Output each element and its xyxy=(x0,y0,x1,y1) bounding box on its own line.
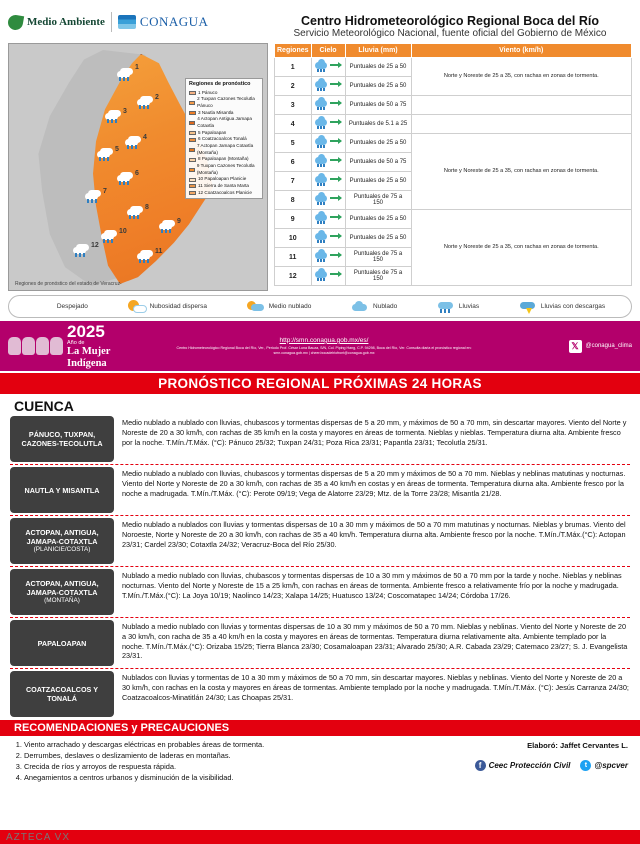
twitter-icon: t xyxy=(580,760,591,771)
table-row xyxy=(275,58,632,77)
cell-sky xyxy=(311,191,345,210)
cell-rain: Puntuales de 25 a 50 xyxy=(345,172,411,191)
conagua-logo xyxy=(118,14,209,30)
row-divider xyxy=(10,617,630,618)
basin-name-text: ACTOPAN, ANTIGUA, JAMAPA-COTAXTLA xyxy=(25,528,99,546)
map-region-number: 2 xyxy=(155,94,159,101)
campaign-title-2: Indígena xyxy=(67,357,107,369)
storm-wind-icon xyxy=(315,174,341,186)
legend-item xyxy=(189,130,259,137)
legend-label: 10 Papaloapan Planicie xyxy=(198,176,247,182)
basin-name-sub: (MONTAÑA) xyxy=(44,597,80,604)
legend-label: Lluvias con descargas xyxy=(540,303,606,310)
author-line xyxy=(438,741,628,750)
basin-name-text: ACTOPAN, ANTIGUA, JAMAPA-COTAXTLA xyxy=(25,579,99,597)
basin-text: Nublado a medio nublado con lluvias, chubascos y tormentas dispersas de 10 a 30 mm y máximos de 50 a 70 mm por la tarde y noche. Nieblas y neblinas nocturnas. Viento del Norte y Noreste de 15 a 25 km/h, con rachas en áreas de tormenta. Ambiente fresco a relativamente frío por la noche y madrugada. T.Mín./T.Máx.(°C): La Joya 10/19; Naolinco 14/23; Xalapa 14/25; Huatusco 13/24; Coscomatapec 14/24; Córdoba 17/26. xyxy=(122,571,622,600)
cell-sky xyxy=(311,210,345,229)
legend-swatch xyxy=(189,121,195,125)
legend-label: Lluvias xyxy=(458,303,480,310)
basin-name xyxy=(10,620,114,666)
map-weather-icon xyxy=(101,230,117,242)
cell-region: 12 xyxy=(275,267,312,286)
legend-label: Medio nublado xyxy=(268,303,312,310)
table-header-row xyxy=(275,44,632,58)
cell-sky xyxy=(311,267,345,286)
map-region-number: 10 xyxy=(119,228,127,235)
storm-wind-icon xyxy=(315,212,341,224)
basin-name-text: NAUTLA Y MISANTLA xyxy=(24,485,100,495)
top-area xyxy=(0,41,640,291)
legend-nubosidad-dispersa xyxy=(128,300,207,313)
cell-sky xyxy=(311,153,345,172)
legend-item xyxy=(189,143,259,156)
legend-label: 2 Tuxpan Cazones Tecolutla Pánuco xyxy=(197,96,255,109)
storm-wind-icon xyxy=(315,193,341,205)
icon-legend-strip xyxy=(8,295,632,318)
cell-rain: Puntuales de 75 a 150 xyxy=(345,248,411,267)
campaign-social xyxy=(512,321,632,371)
basin-name-text: PAPALOAPAN xyxy=(37,638,87,648)
storm-wind-icon xyxy=(315,117,341,129)
cell-region: 4 xyxy=(275,115,312,134)
legend-item xyxy=(189,90,259,97)
cell-sky xyxy=(311,115,345,134)
sun-cloud-icon xyxy=(128,300,146,313)
forecast-table xyxy=(274,43,632,286)
map-weather-icon xyxy=(159,220,175,232)
legend-swatch xyxy=(189,191,196,195)
social-links xyxy=(438,760,628,771)
legend-item xyxy=(189,136,259,143)
basin-row xyxy=(10,620,630,666)
basin-row xyxy=(10,518,630,564)
col-cielo: Cielo xyxy=(311,44,345,58)
header-title-block xyxy=(258,6,632,39)
facebook-label: Ceec Protección Civil xyxy=(488,761,571,770)
basin-name-sub: (PLANICIE/COSTA) xyxy=(33,546,91,553)
basin-text: Nublado a medio nublado con lluvias y tormentas dispersas de 10 a 30 mm y máximos de 50 a 70 mm. Nieblas y neblinas. Viento del Norte y Noreste de 20 a 30 km/h, con racha de 35 a 40 km/h en la costa y mayores en áreas de tormentas. Temperatura diurna relativamente alta. Ambiente templado por la noche. T.Mín./T.Máx.(°C): Orizaba 15/25; Tierra Blanca 23/30; Cosamaloapan 23/31; Alvarado 25/30; A.R. Cabada 23/29; Catemaco 23/27; S. J. Evangelista 23/31. xyxy=(122,622,628,661)
map-region-number: 9 xyxy=(177,218,181,225)
map-weather-icon xyxy=(137,250,153,262)
conagua-mark-icon xyxy=(118,15,136,29)
legend-item xyxy=(189,190,259,197)
author-block xyxy=(438,739,628,783)
map-region-number: 5 xyxy=(115,146,119,153)
legend-label: Despejado xyxy=(56,303,88,310)
col-viento: Viento (km/h) xyxy=(411,44,631,58)
recommendations-list xyxy=(14,739,438,783)
legend-label: 5 Papaloapan xyxy=(198,129,227,135)
campaign-left xyxy=(8,321,136,371)
recommendation-item: 4. Anegamientos a centros urbanos y disminución de la visibilidad. xyxy=(24,772,438,783)
legend-label: 6 Coatzacoalcos Tonalá xyxy=(198,136,247,142)
basin-name xyxy=(10,518,114,564)
footer-bar xyxy=(0,830,640,844)
row-divider xyxy=(10,515,630,516)
cell-rain: Puntuales de 5.1 a 25 xyxy=(345,115,411,134)
indigenous-women-illustration xyxy=(8,337,63,355)
forecast-map xyxy=(8,43,268,291)
basin-name xyxy=(10,416,114,462)
recommendation-item: 3. Crecida de ríos y arroyos de respuesta rápida. xyxy=(24,761,438,772)
campaign-title-1: La Mujer xyxy=(67,346,111,358)
cell-rain: Puntuales de 25 a 50 xyxy=(345,77,411,96)
legend-medio-nublado xyxy=(247,300,312,313)
map-region-number: 3 xyxy=(123,108,127,115)
basin-text: Nublados con lluvias y tormentas de 10 a 30 mm y máximos de 50 a 70 mm, sin descartar mayores. Nieblas y neblinas. Viento del Norte y Noreste de 20 a 30 km/h, con rachas en la costa y mayores en áreas de tormentas. Ambiente templado por la noche y madrugada. T.Mín./T.Máx. (°C): Jesús Carranza 24/30; Coatzacoalcos-Minatitlán 24/30; Las Choapas 25/31. xyxy=(122,673,629,702)
campaign-sub: Año de xyxy=(67,340,85,347)
map-weather-icon xyxy=(127,206,143,218)
legend-label: 11 Sierra de Santa Marta xyxy=(198,183,249,189)
cell-region: 7 xyxy=(275,172,312,191)
legend-label: Nublado xyxy=(373,303,398,310)
cell-rain: Puntuales de 25 a 50 xyxy=(345,58,411,77)
forecast-table-wrap xyxy=(274,43,632,291)
row-divider xyxy=(10,668,630,669)
storm-wind-icon xyxy=(315,155,341,167)
cell-sky xyxy=(311,96,345,115)
table-row xyxy=(275,210,632,229)
legend-item xyxy=(189,110,259,117)
map-weather-icon xyxy=(125,136,141,148)
cell-region: 11 xyxy=(275,248,312,267)
legend-swatch xyxy=(189,91,196,95)
cell-rain: Puntuales de 25 a 50 xyxy=(345,210,411,229)
cell-rain: Puntuales de 25 a 50 xyxy=(345,229,411,248)
campaign-year: 2025 xyxy=(67,322,105,342)
twitter-label: @spcver xyxy=(594,761,628,770)
author-name: Jaffet Cervantes L. xyxy=(560,741,628,750)
cell-region: 9 xyxy=(275,210,312,229)
legend-item xyxy=(189,116,259,129)
medio-nublado-icon xyxy=(247,300,265,313)
recommendation-item: 2. Derrumbes, deslaves o deslizamiento de laderas en montañas. xyxy=(24,750,438,761)
cell-sky xyxy=(311,58,345,77)
col-lluvia: Lluvia (mm) xyxy=(345,44,411,58)
cell-wind xyxy=(411,96,631,115)
legend-swatch xyxy=(189,131,196,135)
map-region-number: 1 xyxy=(135,64,139,71)
logo-block xyxy=(8,6,258,32)
legend-nublado xyxy=(351,300,397,313)
map-legend xyxy=(185,78,263,199)
legend-swatch xyxy=(189,111,196,115)
legend-item xyxy=(189,96,259,109)
legend-label: 7 Actopan Jamapa Cotaxtla (Montaña) xyxy=(196,143,254,155)
legend-swatch xyxy=(189,148,195,152)
map-weather-icon xyxy=(105,110,121,122)
cell-rain: Puntuales de 50 a 75 xyxy=(345,96,411,115)
basin-rows xyxy=(0,416,640,717)
legend-lluvias-descargas xyxy=(519,300,605,313)
legend-swatch xyxy=(189,158,196,162)
map-weather-icon xyxy=(117,172,133,184)
semarnat-logo xyxy=(8,15,105,30)
page-title: Centro Hidrometeorológico Regional Boca del Río xyxy=(301,14,599,28)
legend-item xyxy=(189,176,259,183)
legend-label: 12 Coatzacoalcos Planicie xyxy=(198,189,252,195)
map-region-number: 8 xyxy=(145,204,149,211)
cloud-icon xyxy=(351,300,369,313)
col-regiones: Regiones xyxy=(275,44,312,58)
legend-label: 9 Tuxpan Cazones Tecolutla (Montaña) xyxy=(196,163,255,175)
cell-sky xyxy=(311,172,345,191)
map-region-number: 11 xyxy=(155,248,163,255)
recommendation-item: 1. Viento arrachado y descargas eléctricas en probables áreas de tormenta. xyxy=(24,739,438,750)
facebook-link[interactable] xyxy=(475,760,571,771)
basin-name xyxy=(10,671,114,717)
map-region-number: 6 xyxy=(135,170,139,177)
smn-url-link[interactable]: http://smn.conagua.gob.mx/es/ xyxy=(279,336,369,344)
storm-wind-icon xyxy=(315,60,341,72)
cell-region: 5 xyxy=(275,134,312,153)
storm-wind-icon xyxy=(315,98,341,110)
cell-wind: Norte y Noreste de 25 a 35, con rachas en zonas de tormenta. xyxy=(411,58,631,96)
map-region-number: 12 xyxy=(91,242,99,249)
campaign-text xyxy=(67,323,110,368)
cell-wind: Norte y Noreste de 25 a 35, con rachas en zonas de tormenta. xyxy=(411,134,631,210)
semarnat-label: Medio Ambiente xyxy=(27,16,105,28)
cell-rain: Puntuales de 25 a 50 xyxy=(345,134,411,153)
legend-despejado xyxy=(35,300,88,313)
cell-rain: Puntuales de 75 a 150 xyxy=(345,191,411,210)
page-subtitle: Servicio Meteorológico Nacional, fuente oficial del Gobierno de México xyxy=(293,28,607,39)
basin-name-text: COATZACOALCOS Y TONALÁ xyxy=(25,685,98,703)
basin-name xyxy=(10,569,114,615)
campaign-middle xyxy=(136,321,512,371)
legend-swatch xyxy=(189,168,195,172)
map-region-number: 4 xyxy=(143,134,147,141)
basin-row xyxy=(10,467,630,513)
twitter-link[interactable] xyxy=(580,760,628,771)
cell-region: 8 xyxy=(275,191,312,210)
cell-region: 3 xyxy=(275,96,312,115)
cell-region: 6 xyxy=(275,153,312,172)
cell-region: 1 xyxy=(275,58,312,77)
x-handle: @conagua_clima xyxy=(585,343,632,349)
storm-icon xyxy=(519,300,537,313)
cuenca-heading: CUENCA xyxy=(14,398,74,414)
purple-campaign-band xyxy=(0,321,640,371)
watermark: AZTECA VX xyxy=(6,832,71,843)
author-label: Elaboró: xyxy=(527,741,558,750)
basin-text: Medio nublado a nublado con lluvias, chubascos y tormentas dispersas de 5 a 20 mm y máximos de 50 a 70 mm. Nieblas y neblinas matutinas y nocturnas. Viento del Norte y Noreste de 20 a 30 km/h, con rachas de 35 a 40 km/h en costas y en áreas de tormenta. Temperatura diurna alta. Ambiente fresco por la noche a madrugada. T.Mín./T.Máx. (°C): Perote 09/19; Vega de Alatorre 23/29; Mtz. de la Torre 23/28; Misantla 21/28. xyxy=(122,469,626,498)
map-weather-icon xyxy=(97,148,113,160)
legend-swatch xyxy=(189,178,196,182)
legend-label: 8 Papaloapan (Montaña) xyxy=(198,156,249,162)
legend-item xyxy=(189,163,259,176)
basin-row xyxy=(10,569,630,615)
basin-row xyxy=(10,416,630,462)
conagua-label: CONAGUA xyxy=(139,14,209,29)
storm-wind-icon xyxy=(315,136,341,148)
storm-wind-icon xyxy=(315,231,341,243)
map-weather-icon xyxy=(137,96,153,108)
sun-icon xyxy=(35,300,53,313)
table-row xyxy=(275,134,632,153)
recommendations-title: RECOMENDACIONES y PRECAUCIONES xyxy=(0,720,640,736)
legend-label: 4 Actopan Antigua Jamapa Cotaxtla xyxy=(197,116,252,129)
recommendations-body xyxy=(0,736,640,783)
forecast-title-bar: PRONÓSTICO REGIONAL PRÓXIMAS 24 HORAS xyxy=(0,371,640,394)
basin-row xyxy=(10,671,630,717)
table-row xyxy=(275,115,632,134)
legend-swatch xyxy=(189,184,196,188)
page-header xyxy=(0,0,640,41)
legend-item xyxy=(189,156,259,163)
row-divider xyxy=(10,566,630,567)
legend-label: 1 Pánuco xyxy=(198,89,218,95)
cell-sky xyxy=(311,248,345,267)
logo-divider xyxy=(111,12,112,32)
storm-wind-icon xyxy=(315,79,341,91)
cell-sky xyxy=(311,229,345,248)
storm-wind-icon xyxy=(315,250,341,262)
fine-print: Centro Hidrometeorológico Regional Boca del Río, Ver., Periodo Prof. César Luna Bauza, S/N, Col. Piping Hang, C.P. 94298, Boca del Río, Ver. Consulta diaria el pronóstico regional en: smn.conagua.gob.mx | cheer.bocadelriofront@conagua.gob.mx xyxy=(176,345,472,355)
legend-item xyxy=(189,183,259,190)
rain-icon xyxy=(437,300,455,313)
basin-name xyxy=(10,467,114,513)
cell-rain: Puntuales de 50 a 75 xyxy=(345,153,411,172)
legend-swatch xyxy=(189,101,195,105)
storm-wind-icon xyxy=(315,269,341,281)
legend-lluvias xyxy=(437,300,479,313)
map-legend-title: Regiones de pronóstico xyxy=(189,81,251,87)
cell-wind xyxy=(411,115,631,134)
basin-text: Medio nublado a nublado con lluvias, chubascos y tormentas dispersas de 5 a 20 mm, y máximos de 50 a 70 mm, sin descartar mayores. Viento del Norte y Noreste de 20 a 30 km/h, con rachas de 35 km/h en la costa y mayores en áreas de tormenta. Nieblas y nieblas. Temperatura diurna alta. Ambiente fresco por la noche. T.Mín./T.Máx. (°C): Pánuco 25/32; Tuxpan 24/31; Poza Rica 23/31; Papantla 23/31; Tecolutla 25/31. xyxy=(122,418,627,447)
cell-region: 2 xyxy=(275,77,312,96)
table-row xyxy=(275,96,632,115)
map-caption: Regiones de pronóstico del estado de Veracruz xyxy=(15,281,121,287)
map-weather-icon xyxy=(85,190,101,202)
map-weather-icon xyxy=(73,244,89,256)
cell-sky xyxy=(311,77,345,96)
facebook-icon: f xyxy=(475,760,486,771)
x-twitter-icon[interactable]: 𝕏 xyxy=(569,340,582,353)
legend-swatch xyxy=(189,138,196,142)
cell-region: 10 xyxy=(275,229,312,248)
row-divider xyxy=(10,464,630,465)
legend-label: Nubosidad dispersa xyxy=(149,303,208,310)
cell-rain: Puntuales de 75 a 150 xyxy=(345,267,411,286)
legend-label: 3 Nautla Misantla xyxy=(198,109,234,115)
cell-sky xyxy=(311,134,345,153)
map-weather-icon xyxy=(117,68,133,80)
map-region-number: 7 xyxy=(103,188,107,195)
leaf-icon xyxy=(7,13,24,30)
basin-text: Medio nublado a nublados con lluvias y tormentas dispersas de 10 a 30 mm y máximos de 50 a 70 mm matutinas y nocturnas. Nieblas y brumas. Viento del Noroeste, Norte y Noreste de 20 a 30 km/h, con rachas de 35 a 40 km/h. Temperatura diurna alta. Ambiente fresco por la noche. T.Mín./T.Máx.(°C): Actopan 23/31; Cardel 23/30; Cotaxtla 24/32; Veracruz-Boca del Río 25/30. xyxy=(122,520,626,549)
cell-wind: Norte y Noreste de 25 a 35, con rachas en zonas de tormenta. xyxy=(411,210,631,286)
basin-name-text: PÁNUCO, TUXPAN, CAZONES-TECOLUTLA xyxy=(21,430,103,448)
